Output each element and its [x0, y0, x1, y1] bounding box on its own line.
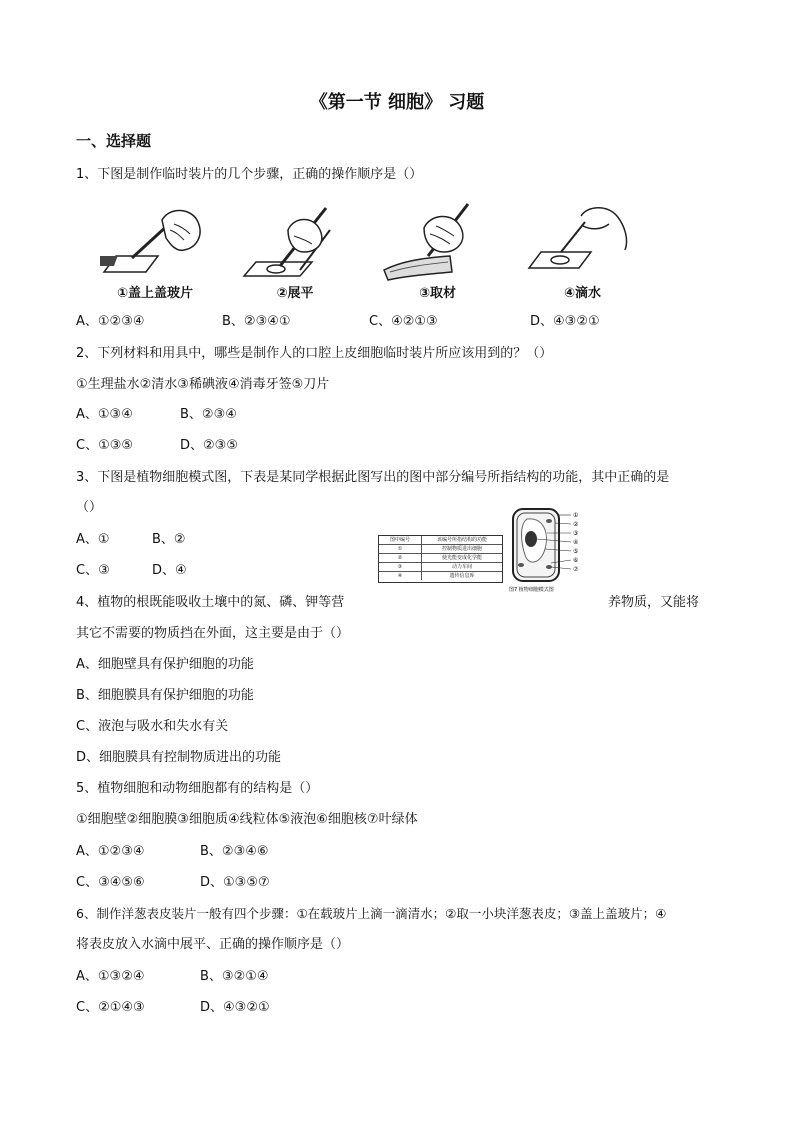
q2-option-c: C、①③⑤: [76, 438, 134, 453]
question-2-items: ①生理盐水②清水③稀碘液④消毒牙签⑤刀片: [76, 377, 330, 392]
q4-option-d: D、细胞膜具有控制物质进出的功能: [76, 750, 282, 765]
diagram-label: ⑦: [573, 566, 579, 573]
plant-cell-diagram: [505, 505, 587, 595]
q2-option-b: B、②③④: [180, 407, 237, 422]
q3-option-a: A、①: [76, 532, 110, 547]
table-header-cell: 图中编号: [379, 536, 422, 544]
q2-option-a: A、①③④: [76, 407, 133, 422]
question-4-text-cont: 其它不需要的物质挡在外面，这主要是由于（）: [76, 626, 350, 641]
step-3-caption: ③取材: [418, 286, 456, 301]
q5-option-c: C、③④⑤⑥: [76, 875, 145, 890]
question-6-text: 6、制作洋葱表皮装片一般有四个步骤：①在载玻片上滴一滴清水；②取一小块洋葱表皮；③盖上盖玻片；④: [76, 906, 667, 921]
question-3-text: 3、下图是植物细胞模式图，下表是某同学根据此图写出的图中部分编号所指结构的功能，其中正确的是: [76, 470, 670, 485]
table-row: [379, 572, 502, 580]
q4-option-b: B、细胞膜具有保护细胞的功能: [76, 688, 254, 703]
q6-option-d: D、④③②①: [200, 1000, 270, 1015]
question-2-text: 2、下列材料和用具中，哪些是制作人的口腔上皮细胞临时装片所应该用到的？（）: [76, 346, 553, 361]
table-cell: 遗传信息库: [449, 573, 475, 579]
step-1-caption: ①盖上盖玻片: [116, 286, 193, 301]
question-1-text: 1、下图是制作临时装片的几个步骤，正确的操作顺序是（）: [76, 167, 423, 182]
step-3-illustration: [380, 200, 495, 282]
diagram-caption: 图7 植物细胞模式图: [509, 587, 554, 593]
table-header-cell: 该编号所指结构的功能: [436, 537, 487, 543]
q1-option-b: B、②③④①: [222, 314, 291, 329]
table-row: [379, 563, 502, 572]
q5-option-d: D、①③⑤⑦: [200, 875, 270, 890]
table-cell: ④: [379, 572, 422, 580]
table-cell: ①: [379, 545, 422, 553]
q2-option-d: D、②③⑤: [180, 438, 238, 453]
q1-option-a: A、①②③④: [76, 314, 145, 329]
q1-option-d: D、④③②①: [530, 314, 600, 329]
section-heading: 一、选择题: [76, 132, 152, 150]
step-2-caption: ②展平: [276, 286, 314, 301]
diagram-label: ④: [573, 539, 579, 546]
table-cell: ③: [379, 563, 422, 571]
table-cell: ②: [379, 554, 422, 562]
step-2-illustration: [240, 200, 350, 282]
question-3-text-cont: （）: [76, 500, 103, 515]
question-4-text-right: 养物质，又能将: [608, 595, 700, 610]
page-title: 《第一节 细胞》 习题: [309, 92, 485, 113]
diagram-label: ⑤: [573, 548, 579, 555]
table-cell: 动力车间: [451, 564, 472, 570]
q6-option-c: C、②①④③: [76, 1000, 145, 1015]
q3-option-c: C、③: [76, 563, 110, 578]
q4-option-a: A、细胞壁具有保护细胞的功能: [76, 657, 254, 672]
question-4-text: 4、植物的根既能吸收土壤中的氮、磷、钾等营: [76, 595, 345, 610]
diagram-label: ③: [573, 530, 579, 537]
q5-option-b: B、②③④⑥: [200, 844, 269, 859]
table-cell: 控制物质进出细胞: [441, 546, 482, 552]
function-table: [378, 535, 503, 583]
step-4-caption: ④滴水: [563, 286, 601, 301]
question-6-text-cont: 将表皮放入水滴中展平、正确的操作顺序是（）: [76, 937, 350, 952]
diagram-label: ①: [573, 512, 579, 519]
q6-option-b: B、③②①④: [200, 969, 269, 984]
q4-option-c: C、液泡与吸水和失水有关: [76, 719, 229, 734]
q5-option-a: A、①②③④: [76, 844, 145, 859]
table-cell: 使光能变成化学能: [441, 555, 482, 561]
q6-option-a: A、①③②④: [76, 969, 145, 984]
q1-option-c: C、④②①③: [369, 314, 438, 329]
question-5-items: ①细胞壁②细胞膜③细胞质④线粒体⑤液泡⑥细胞核⑦叶绿体: [76, 812, 418, 827]
step-1-illustration: [100, 200, 210, 282]
table-row: [379, 545, 502, 554]
q3-option-d: D、④: [152, 563, 187, 578]
step-4-illustration: [525, 200, 640, 282]
table-row: [379, 554, 502, 563]
diagram-label: ⑥: [573, 557, 579, 564]
table-header-row: [379, 536, 502, 545]
question-5-text: 5、植物细胞和动物细胞都有的结构是（）: [76, 781, 319, 796]
q3-option-b: B、②: [152, 532, 186, 547]
diagram-label: ②: [573, 521, 579, 528]
